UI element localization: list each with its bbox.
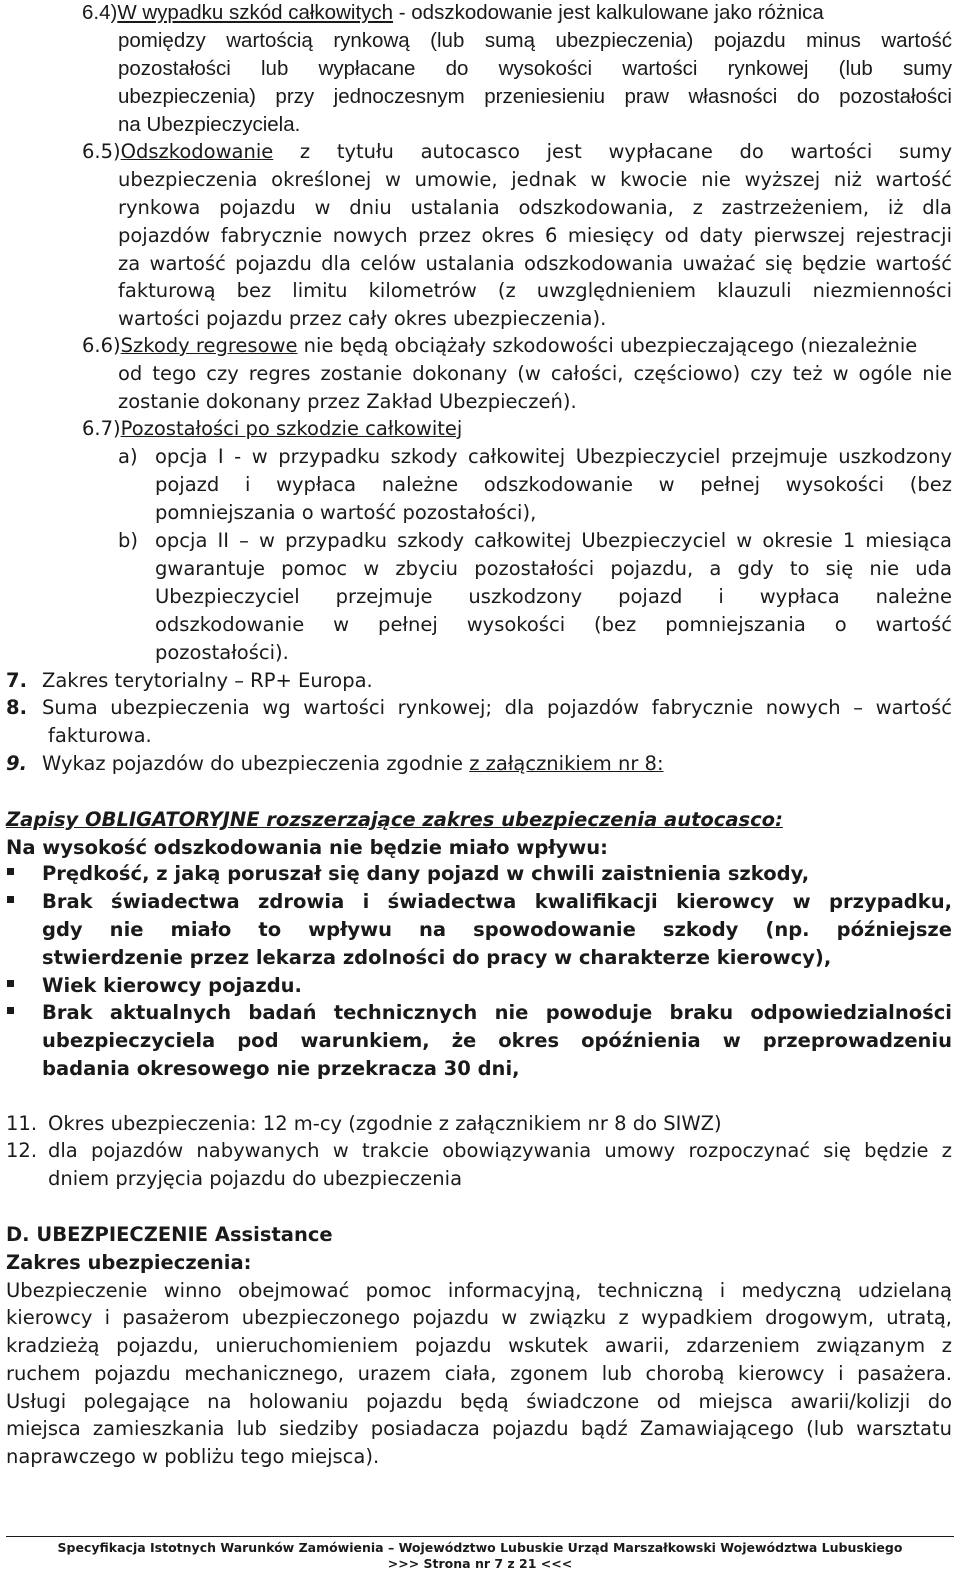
s67-a-line-3: pomniejszania o wartość pozostałości),	[155, 501, 537, 524]
s67-a-line-1: opcja I - w przypadku szkody całkowitej Ubezpieczyciel przejmuje uszkodzony	[155, 445, 952, 468]
s67-b-line-3: Ubezpieczyciel przejmuje uszkodzony pojazd i wypłaca należne	[155, 585, 952, 608]
oblig-bullet-4-line-3: badania okresowego nie przekracza 30 dni,	[42, 1057, 520, 1080]
s65-line-5: za wartość pojazdu dla celów ustalania odszkodowania uważać się będzie wartość	[118, 252, 952, 275]
p9-line	[42, 750, 664, 778]
p8-line-2: fakturowa.	[48, 724, 152, 747]
s64-number: 6.4)	[82, 1, 118, 24]
s65-title: Odszkodowanie	[120, 140, 274, 163]
p12-line-1: dla pojazdów nabywanych w trakcie obowiązywania umowy rozpoczynać się będzie z	[48, 1139, 952, 1162]
s65-line-7: wartości pojazdu przez cały okres ubezpieczenia).	[118, 307, 607, 330]
s65-line-3: rynkowa pojazdu w dniu ustalania odszkodowania, z zastrzeżeniem, iż dla	[118, 196, 952, 219]
s64-line-1	[82, 0, 824, 27]
assist-line-2: kierowcy i pasażerom ubezpieczonego pojazdu w związku z wypadkiem drogowym, utratą,	[6, 1306, 952, 1329]
assist-heading: D. UBEZPIECZENIE Assistance	[6, 1223, 333, 1246]
s67-b-label: b)	[118, 529, 138, 552]
p11-number: 11.	[6, 1112, 38, 1135]
bullet-marker	[7, 980, 14, 987]
oblig-subheading: Na wysokość odszkodowania nie będzie miało wpływu:	[6, 836, 608, 859]
s66-line-1	[82, 332, 917, 360]
p9-attachment-ref: z załącznikiem nr 8:	[469, 752, 664, 775]
s64-text: - odszkodowanie jest kalkulowane jako różnica	[393, 1, 824, 24]
oblig-bullet-4-line-1: Brak aktualnych badań technicznych nie powoduje braku odpowiedzialności	[42, 1001, 952, 1024]
s65-line-2: ubezpieczenia określonej w umowie, jednak w kwocie nie wyższej niż wartość	[118, 168, 952, 191]
p9-text: Wykaz pojazdów do ubezpieczenia zgodnie	[42, 752, 470, 775]
s64-line-2: pomiędzy wartością rynkową (lub sumą ubezpieczenia) pojazdu minus wartość	[118, 29, 952, 52]
s66-line-2: od tego czy regres zostanie dokonany (w całości, częściowo) czy też w ogóle nie	[118, 362, 952, 385]
s66-text: nie będą obciążały szkodowości ubezpieczającego (niezależnie	[297, 334, 918, 357]
p9-number: 9.	[6, 752, 27, 775]
s67-b-line-4: odszkodowanie w pełnej wysokości (bez pomniejszania o wartość	[155, 613, 952, 636]
s67-b-line-2: gwarantuje pomoc w zbyciu pozostałości pojazdu, a gdy to się nie uda	[155, 557, 952, 580]
oblig-bullet-2-line-2: gdy nie miało to wpływu na spowodowanie szkody (np. późniejsze	[42, 918, 952, 941]
bullet-marker	[7, 896, 14, 903]
p8-number: 8.	[6, 696, 27, 719]
s67-line-1	[82, 415, 462, 443]
oblig-bullet-2-line-3: stwierdzenie przez lekarza zdolności do pracy w charakterze kierowcy),	[42, 946, 832, 969]
bullet-marker	[7, 1007, 14, 1014]
s67-number: 6.7)	[82, 417, 121, 440]
s65-line-1	[82, 138, 952, 166]
s65-line-4: pojazdów fabrycznie nowych przez okres 6 miesięcy od daty pierwszej rejestracji	[118, 224, 952, 247]
p8-line-1: Suma ubezpieczenia wg wartości rynkowej; dla pojazdów fabrycznie nowych – wartość	[42, 696, 952, 719]
s66-line-3: zostanie dokonany przez Zakład Ubezpieczeń).	[118, 390, 577, 413]
s65-number: 6.5)	[82, 140, 121, 163]
p7-text: Zakres terytorialny – RP+ Europa.	[42, 669, 373, 692]
p12-number: 12.	[6, 1139, 38, 1162]
s64-line-5: na Ubezpieczyciela.	[118, 113, 301, 136]
p12-line-2: dniem przyjęcia pojazdu do ubezpieczenia	[48, 1167, 463, 1190]
assist-line-7: naprawczego w pobliżu tego miejsca).	[6, 1445, 380, 1468]
p7-number: 7.	[6, 669, 27, 692]
oblig-heading: Zapisy OBLIGATORYJNE rozszerzające zakres ubezpieczenia autocasco:	[6, 808, 783, 831]
s67-a-line-2: pojazd i wypłaca należne odszkodowanie w pełnej wysokości (bez	[155, 473, 952, 496]
s65-text: z tytułu autocasco jest wypłacane do wartości sumy	[273, 140, 952, 163]
oblig-bullet-3: Wiek kierowcy pojazdu.	[42, 974, 302, 997]
oblig-bullet-4-line-2: ubezpieczyciela pod warunkiem, że okres opóźnienia w przeprowadzeniu	[42, 1029, 952, 1052]
footer-divider	[6, 1536, 954, 1537]
s64-line-3: pozostałości lub wypłacane do wysokości wartości rynkowej (lub sumy	[118, 57, 952, 80]
footer-page-number: >>> Strona nr 7 z 21 <<<	[387, 1556, 573, 1571]
bullet-marker	[7, 868, 14, 875]
assist-line-3: kradzieżą pojazdu, unieruchomieniem pojazdu wskutek awarii, zdarzeniem związanym z	[6, 1334, 952, 1357]
assist-line-6: miejsca zamieszkania lub siedziby posiadacza pojazdu bądź Zamawiającego (lub warsztatu	[6, 1417, 952, 1440]
s67-a-label: a)	[118, 445, 138, 468]
s65-line-6: fakturową bez limitu kilometrów (z uwzględnieniem klauzuli niezmienności	[118, 279, 952, 302]
assist-line-1: Ubezpieczenie winno obejmować pomoc informacyjną, techniczną i medyczną udzielaną	[6, 1279, 952, 1302]
s67-title: Pozostałości po szkodzie całkowitej	[120, 417, 463, 440]
s64-line-4: ubezpieczenia) przy jednoczesnym przeniesieniu praw własności do pozostałości	[118, 85, 952, 108]
p11-text: Okres ubezpieczenia: 12 m-cy (zgodnie z załącznikiem nr 8 do SIWZ)	[48, 1112, 722, 1135]
footer-title: Specyfikacja Istotnych Warunków Zamówienia – Województwo Lubuskie Urząd Marszałkowski Województwa Lubuskiego	[57, 1540, 903, 1555]
s64-title: W wypadku szkód całkowitych	[117, 1, 394, 24]
s66-number: 6.6)	[82, 334, 121, 357]
s67-b-line-1: opcja II – w przypadku szkody całkowitej Ubezpieczyciel w okresie 1 miesiąca	[155, 529, 952, 552]
assist-line-5: Usługi polegające na holowaniu pojazdu będą świadczone od miejsca awarii/kolizji do	[6, 1390, 952, 1413]
oblig-bullet-1: Prędkość, z jaką poruszał się dany pojazd w chwili zaistnienia szkody,	[42, 862, 810, 885]
assist-line-4: ruchem pojazdu mechanicznego, urazem ciała, zgonem lub chorobą kierowcy i pasażera.	[6, 1362, 952, 1385]
s67-b-line-5: pozostałości).	[155, 641, 289, 664]
oblig-bullet-2-line-1: Brak świadectwa zdrowia i świadectwa kwalifikacji kierowcy w przypadku,	[42, 890, 952, 913]
assist-subheading: Zakres ubezpieczenia:	[6, 1251, 252, 1274]
s66-title: Szkody regresowe	[120, 334, 298, 357]
